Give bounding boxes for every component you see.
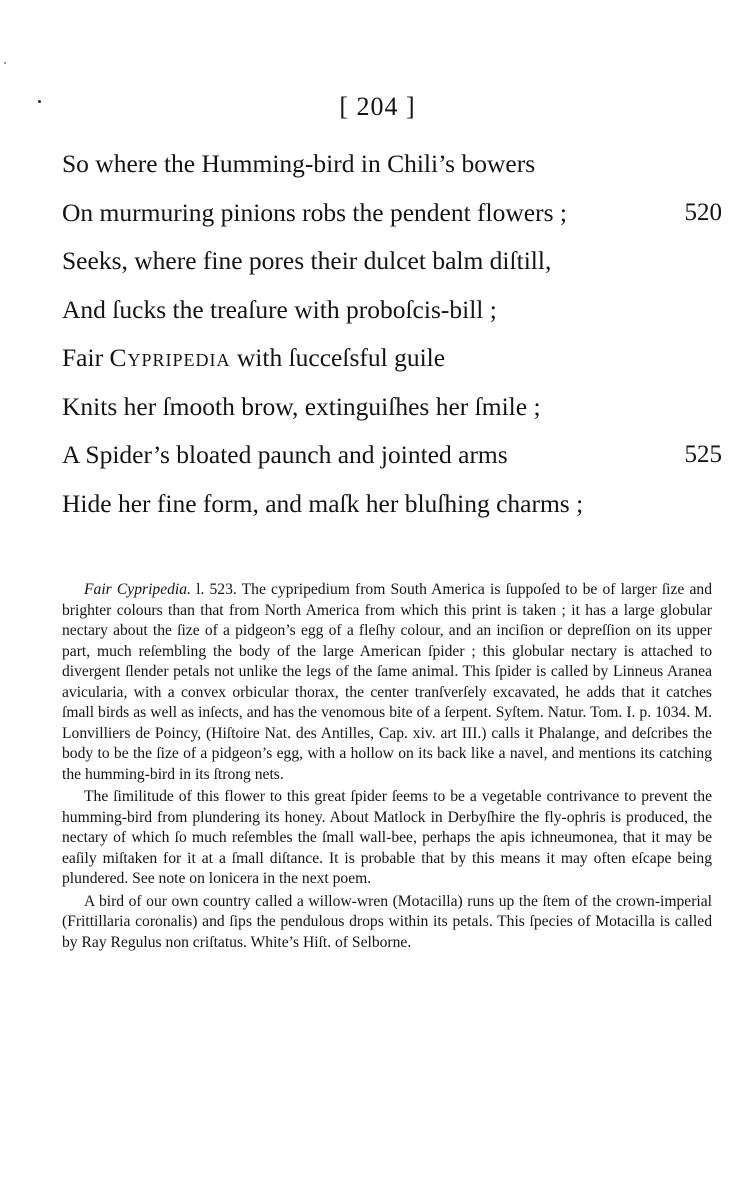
verse-line: [62, 189, 722, 238]
page-number: [ 204 ]: [339, 92, 416, 121]
footnote-body: l. 523. The cypripedium from South America is ſuppoſed to be of larger ſize and brighter colours than that from North America from which this print is taken ; it has a large globular nectary about the ſize of a pidgeon’s egg of a fleſhy colour, and an inciſion or depreſſion on its upper part, much reſembling the body of the large American ſpider ; this globular nectary is attached to divergent ſlender petals not unlike the legs of the ſame animal. This ſpider is called by Linneus Aranea avicularia, with a convex orbicular thorax, the center tranſverſely excavated, he adds that it catches ſmall birds as well as inſects, and has the venomous bite of a ſerpent. Syſtem. Natur. Tom. I. p. 1034. M. Lonvilliers de Poincy, (Hiſtoire Nat. des Antilles, Cap. xiv. art III.) calls it Phalange, and deſcribes the body to be the ſize of a pidgeon’s egg, with a hollow on its back like a navel, and mentions its catching the humming-bird in its ſtrong nets.: [62, 581, 712, 783]
verse-line: [62, 431, 722, 480]
line-number: 525: [684, 441, 722, 468]
verse-text: On murmuring pinions robs the pendent flowers ;: [62, 197, 567, 227]
verse-line: [62, 334, 722, 383]
verse-line: [62, 286, 722, 335]
footnote-paragraph: The ſimilitude of this flower to this great ſpider ſeems to be a vegetable contrivance to prevent the humming-bird from plundering its honey. About Matlock in Derbyſhire the fly-ophris is produced, the nectary of which ſo much reſembles the ſmall wall-bee, perhaps the apis ichneumonea, that it may be eaſily miſtaken for it at a ſmall diſtance. It is probable that by this means it may often eſcape being plundered. See note on lonicera in the next poem.: [62, 788, 712, 887]
verse-text: So where the Humming-bird in Chili’s bowers: [62, 149, 536, 178]
verse-text-prefix: Fair: [62, 343, 110, 372]
ink-speck: [4, 62, 6, 64]
verse-line: [62, 140, 722, 189]
verse-text: Hide her fine form, and maſk her bluſhing charms ;: [62, 488, 584, 518]
verse-text: Seeks, where fine pores their dulcet balm diſtill,: [62, 246, 552, 275]
footnote-paragraph: A bird of our own country called a willow-wren (Motacilla) runs up the ſtem of the crown-imperial (Frittillaria coronalis) and ſips the pendulous drops within its petals. This ſpecies of Motacilla is called by Ray Regulus non criſtatus. White’s Hiſt. of Selborne.: [62, 892, 712, 951]
plant-name: Cypripedia: [109, 343, 231, 372]
verse-line: [62, 237, 722, 286]
poem-block: [62, 140, 722, 528]
verse-text: And ſucks the treaſure with proboſcis-bill ;: [62, 294, 497, 324]
verse-line: [62, 383, 722, 432]
line-number: 520: [684, 198, 722, 226]
footnote-reference: Fair Cypripedia.: [84, 581, 191, 598]
verse-text: A Spider’s bloated paunch and jointed arms: [62, 440, 508, 469]
verse-text: Knits her ſmooth brow, extinguiſhes her ſmile ;: [62, 391, 541, 421]
footnote-paragraph: [62, 580, 712, 785]
verse-line: [62, 480, 722, 529]
footnotes: [62, 580, 712, 955]
verse-text-suffix: with ſucceſsful guile: [230, 343, 446, 372]
